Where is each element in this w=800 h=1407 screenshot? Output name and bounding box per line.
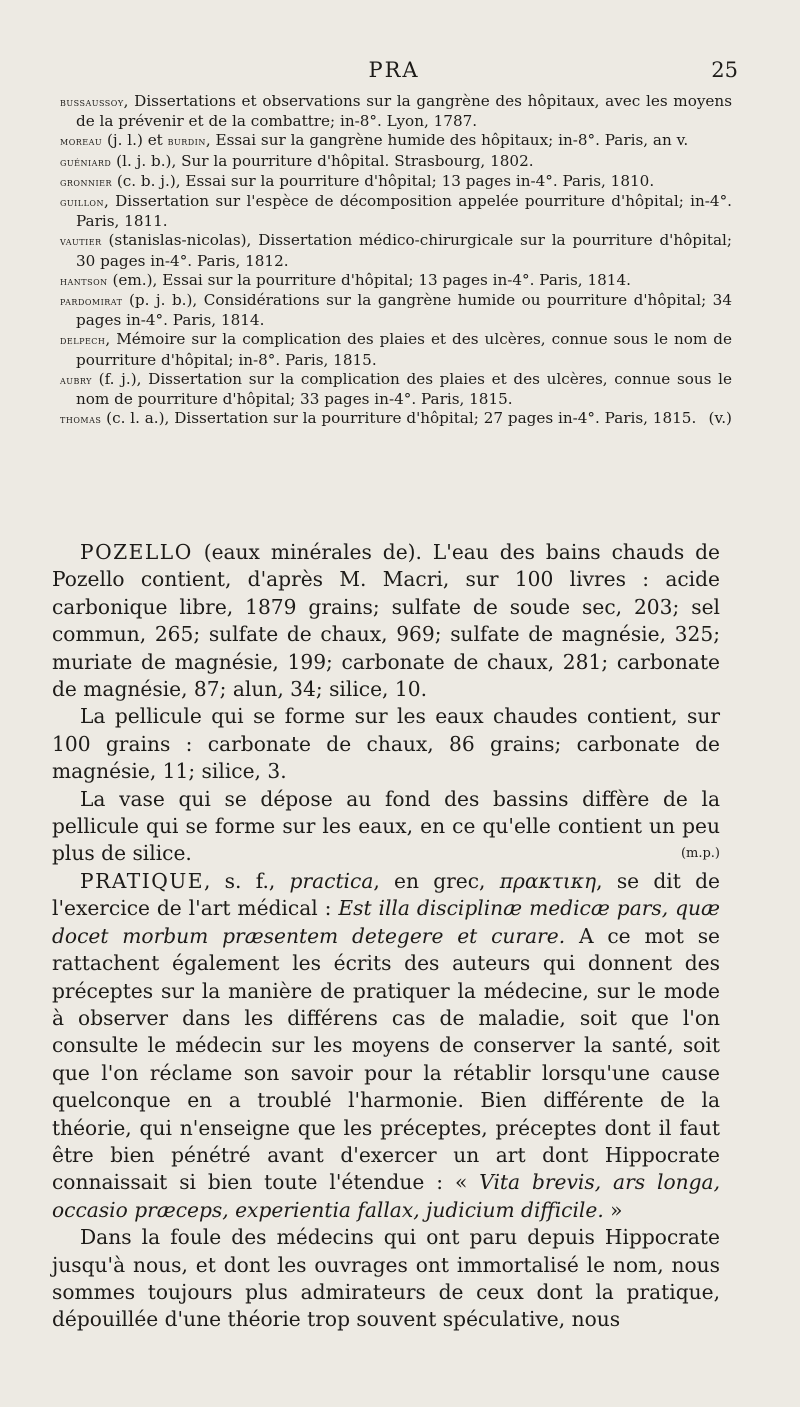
bibliography-entry — [60, 231, 732, 270]
article-paragraph — [52, 786, 720, 868]
entry-text: (l. j. b.), Sur la pourriture d'hôpital. Strasbourg, 1802. — [111, 151, 534, 170]
entry-text: , Mémoire sur la complication des plaies et des ulcères, connue sous le nom de pourriture d'hôpital; in-8°. Paris, 1815. — [76, 330, 732, 369]
bibliography-entry — [60, 330, 732, 369]
author-name: gronnier — [60, 174, 112, 189]
running-title: PRA — [368, 58, 420, 82]
article-text: (eaux minérales de). L'eau des bains chauds de Pozello contient, d'après M. Macri, sur 100 livres : acide carbonique libre, 1879 grains; sulfate de soude sec, 203; sel commun, 265; sulfate de chaux, 969; sulfate de magnésie, 325; muriate de magnésie, 199; carbonate de chaux, 281; carbonate de magnésie, 87; alun, 34; silice, 10. — [52, 540, 720, 702]
article-text: , s. f., — [204, 868, 290, 893]
author-name: hantson — [60, 273, 108, 288]
author-name: delpech — [60, 333, 106, 348]
author-name: burdin — [167, 134, 206, 149]
running-header — [50, 58, 738, 88]
entry-text: (c. l. a.), Dissertation sur la pourriture d'hôpital; 27 pages in-4°. Paris, 1815. — [101, 409, 697, 428]
latin-definition: Est illa disciplinæ medicæ pars, quæ docet morbum præsentem detegere et curare. — [52, 896, 720, 948]
bibliography-entry — [60, 271, 732, 291]
entry-text: (f. j.), Dissertation sur la complication des plaies et des ulcères, connue sous le nom de pourriture d'hôpital; 33 pages in-4°. Paris, 1815. — [76, 369, 732, 409]
article-text: » — [603, 1197, 623, 1222]
entry-text: (em.), Essai sur la pourriture d'hôpital; 13 pages in-4°. Paris, 1814. — [107, 270, 631, 289]
article-paragraph: La pellicule qui se forme sur les eaux chaudes contient, sur 100 grains : carbonate de chaux, 86 grains; carbonate de magnésie, 11; silice, 3. — [52, 704, 720, 784]
headword-pratique: PRATIQUE — [80, 868, 204, 893]
contributor-signature: (v.) — [708, 409, 732, 428]
dictionary-body — [52, 539, 720, 1334]
article-text: La vase qui se dépose au fond des bassins diffère de la pellicule qui se forme sur les eaux, en ce qu'elle contient un peu plus de silice. — [52, 786, 720, 866]
author-name: bussaussoy — [60, 95, 124, 109]
bibliography-entry — [60, 131, 732, 151]
entry-text: (stanislas-nicolas), Dissertation médico-chirurgicale sur la pourriture d'hôpital; 30 pages in-4°. Paris, 1812. — [76, 231, 732, 270]
article-paragraph: Dans la foule des médecins qui ont paru depuis Hippocrate jusqu'à nous, et dont les ouvrages ont immortalisé le nom, nous sommes toujours plus admirateurs de ceux dont la pratique, dépouillée d'une théorie trop souvent spéculative, nous — [52, 1225, 720, 1332]
author-name: thomas — [60, 412, 102, 427]
headword-pozello: POZELLO — [80, 540, 193, 564]
entry-text: (j. l.) et — [102, 131, 168, 150]
article-text: A ce mot se rattachent également les écrits des auteurs qui donnent des préceptes sur la manière de pratiquer la médecine, sur le mode à observer dans les différens cas de maladie, soit que l'on consulte le médecin sur les moyens de conserver la santé, soit que l'on réclame son savoir pour la rétablir lorsqu'une cause quelconque en a troublé l'harmonie. Bien différente de la théorie, qui n'enseigne que les préceptes, préceptes dont il faut être bien pénétré avant d'exercer un art dont Hippocrate connaissait si bien toute l'étendue : « — [52, 923, 721, 1195]
latin-term: practica — [289, 868, 374, 893]
bibliography-entry — [60, 92, 732, 131]
bibliography-entry — [60, 172, 732, 192]
page-number: 25 — [711, 58, 738, 82]
bibliography-entry — [60, 152, 732, 172]
author-name: vautier — [60, 234, 102, 249]
greek-term: πρακτικη — [499, 868, 597, 893]
bibliography-list — [60, 92, 732, 429]
bibliography-entry — [60, 370, 732, 409]
entry-text: (c. b. j.), Essai sur la pourriture d'hôpital; 13 pages in-4°. Paris, 1810. — [112, 171, 655, 190]
author-name: aubry — [60, 372, 92, 387]
bibliography-entry — [60, 291, 732, 330]
bibliography-entry — [60, 192, 732, 231]
entry-text: , Essai sur la gangrène humide des hôpitaux; in-8°. Paris, an v. — [205, 131, 689, 150]
pratique-article — [52, 868, 720, 1224]
entry-text: (p. j. b.), Considérations sur la gangrène humide ou pourriture d'hôpital; 34 pages in-4°. Paris, 1814. — [76, 291, 732, 330]
author-name: moreau — [60, 134, 103, 149]
author-name: guéniard — [60, 154, 112, 169]
bibliography-entry — [60, 409, 732, 429]
entry-text: , Dissertation sur l'espèce de décomposition appelée pourriture d'hôpital; in-4°. Paris, 1811. — [76, 192, 732, 231]
article-text: , en grec, — [373, 868, 500, 893]
author-name: pardomirat — [60, 294, 123, 309]
hippocrates-quote: Vita brevis, ars longa, occasio præceps, experientia fallax, judicium difficile. — [52, 1170, 720, 1222]
contributor-signature: (m.p.) — [680, 846, 720, 862]
pozello-article — [52, 539, 720, 703]
author-name: guillon — [60, 195, 104, 210]
entry-text: , Dissertations et observations sur la gangrène des hôpitaux, avec les moyens de la prévenir et de la combattre; in-8°. Lyon, 1787. — [76, 92, 732, 131]
article-text: , se dit de l'exercice de l'art médical : — [52, 868, 720, 921]
